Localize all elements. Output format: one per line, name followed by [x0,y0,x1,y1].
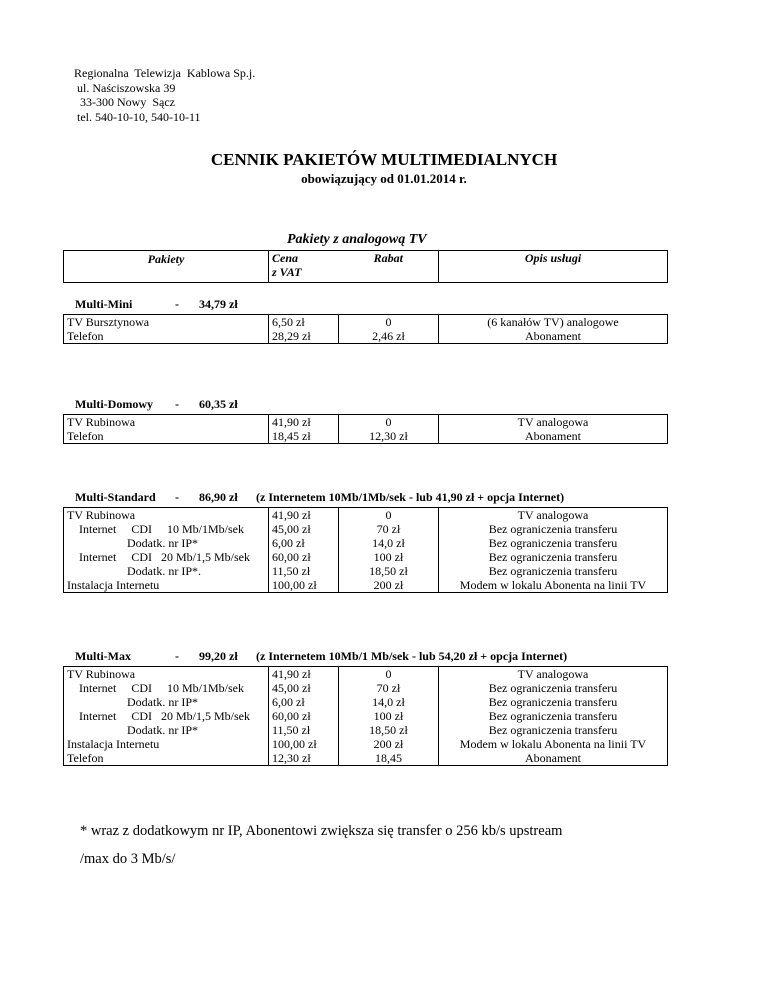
cell-opis: Bez ograniczenia transferu [439,681,668,695]
cell-rabat: 12,30 zł [339,429,439,444]
cell-opis: Bez ograniczenia transferu [439,709,668,723]
cell-cena: 60,00 zł [269,550,339,564]
cell-item: Dodatk. nr IP* [64,695,269,709]
cell-rabat: 14,0 zł [339,536,439,550]
cell-opis: Bez ograniczenia transferu [439,564,668,578]
table-row [64,429,668,444]
cell-rabat: 200 zł [339,578,439,593]
cell-rabat: 2,46 zł [339,329,439,344]
package-dash: - [175,490,179,504]
cell-rabat: 18,50 zł [339,564,439,578]
cell-opis: (6 kanałów TV) analogowe [439,315,668,330]
table-row [64,578,668,593]
cell-item: Instalacja Internetu [64,578,269,593]
cell-cena: 100,00 zł [269,737,339,751]
cell-rabat: 200 zł [339,737,439,751]
cell-rabat: 0 [339,667,439,682]
cell-rabat: 18,45 [339,751,439,766]
cell-opis: Abonament [439,329,668,344]
table-row [64,667,668,682]
package-price: 86,90 zł [199,490,238,504]
footnote-line-1: * wraz z dodatkowym nr IP, Abonentowi zwiększa się transfer o 256 kb/s upstream [80,823,563,839]
cell-rabat: 14,0 zł [339,695,439,709]
cell-item: Telefon [64,751,269,766]
package-dash: - [175,297,179,311]
header-table [63,250,668,283]
table-row [64,723,668,737]
package-name: Multi-Domowy [75,397,153,411]
document-subtitle: obowiązujący od 01.01.2014 r. [301,171,467,186]
cell-cena: 45,00 zł [269,681,339,695]
package-note: (z Internetem 10Mb/1Mb/sek - lub 41,90 zł + opcja Internet) [256,490,565,504]
cell-item: TV Rubinowa [64,508,269,523]
company-street: ul. Naściszowska 39 [74,80,176,95]
cell-cena: 6,00 zł [269,695,339,709]
cell-cena: 28,29 zł [269,329,339,344]
header-cena-2: z VAT [272,265,302,279]
table-row [64,536,668,550]
cell-opis: Modem w lokalu Abonenta na linii TV [439,578,668,593]
package-table [63,414,668,444]
cell-item: Instalacja Internetu [64,737,269,751]
table-row [64,681,668,695]
cell-item: TV Rubinowa [64,415,269,430]
company-name: Regionalna Telewizja Kablowa Sp.j. [74,66,256,80]
footnote-line-2: /max do 3 Mb/s/ [80,851,176,867]
cell-opis: Bez ograniczenia transferu [439,522,668,536]
table-row [64,737,668,751]
package-name: Multi-Max [75,649,131,663]
cell-item: Internet CDI 20 Mb/1,5 Mb/sek [64,550,269,564]
cell-item: Telefon [64,429,269,444]
cell-cena: 41,90 zł [269,667,339,682]
package-price: 60,35 zł [199,397,238,411]
cell-rabat: 0 [339,415,439,430]
cell-opis: Bez ograniczenia transferu [439,695,668,709]
cell-item: Dodatk. nr IP*. [64,564,269,578]
cell-item: Internet CDI 10 Mb/1Mb/sek [64,681,269,695]
cell-cena: 18,45 zł [269,429,339,444]
cell-opis: Bez ograniczenia transferu [439,550,668,564]
cell-item: TV Bursztynowa [64,315,269,330]
cell-cena: 11,50 zł [269,723,339,737]
header-opis: Opis usługi [439,251,668,283]
cell-rabat: 70 zł [339,522,439,536]
cell-cena: 11,50 zł [269,564,339,578]
package-table [63,507,668,593]
table-row [64,709,668,723]
table-row [64,550,668,564]
cell-opis: TV analogowa [439,508,668,523]
table-row [64,415,668,430]
company-address [74,66,255,124]
cell-rabat: 0 [339,315,439,330]
cell-opis: Modem w lokalu Abonenta na linii TV [439,737,668,751]
cell-rabat: 70 zł [339,681,439,695]
header-rabat: Rabat [339,251,439,283]
cell-opis: TV analogowa [439,415,668,430]
cell-item: TV Rubinowa [64,667,269,682]
cell-cena: 45,00 zł [269,522,339,536]
cell-cena: 12,30 zł [269,751,339,766]
table-row [64,315,668,330]
package-dash: - [175,649,179,663]
document-title: CENNIK PAKIETÓW MULTIMEDIALNYCH [210,150,558,169]
cell-rabat: 100 zł [339,709,439,723]
package-name: Multi-Standard [75,490,156,504]
cell-cena: 100,00 zł [269,578,339,593]
package-table [63,666,668,766]
cell-item: Internet CDI 10 Mb/1Mb/sek [64,522,269,536]
table-row [64,564,668,578]
company-city: 33-300 Nowy Sącz [74,95,175,109]
header-cena-1: Cena [272,251,299,265]
package-dash: - [175,397,179,411]
package-note: (z Internetem 10Mb/1 Mb/sek - lub 54,20 zł + opcja Internet) [256,649,568,663]
package-table [63,314,668,344]
cell-opis: TV analogowa [439,667,668,682]
cell-rabat: 100 zł [339,550,439,564]
table-row [64,522,668,536]
table-row [64,329,668,344]
package-price: 34,79 zł [199,297,238,311]
company-phone: tel. 540-10-10, 540-10-11 [74,109,201,124]
package-price: 99,20 zł [199,649,238,663]
cell-item: Dodatk. nr IP* [64,723,269,737]
package-name: Multi-Mini [75,297,133,311]
cell-cena: 41,90 zł [269,508,339,523]
cell-cena: 6,50 zł [269,315,339,330]
cell-rabat: 0 [339,508,439,523]
cell-opis: Bez ograniczenia transferu [439,723,668,737]
cell-cena: 41,90 zł [269,415,339,430]
cell-rabat: 18,50 zł [339,723,439,737]
table-row [64,751,668,766]
cell-item: Internet CDI 20 Mb/1,5 Mb/sek [64,709,269,723]
cell-opis: Bez ograniczenia transferu [439,536,668,550]
section-title: Pakiety z analogową TV [287,232,427,247]
cell-opis: Abonament [439,429,668,444]
header-cena [269,251,339,283]
cell-item: Telefon [64,329,269,344]
cell-cena: 60,00 zł [269,709,339,723]
cell-opis: Abonament [439,751,668,766]
cell-item: Dodatk. nr IP* [64,536,269,550]
table-row [64,695,668,709]
table-row [64,508,668,523]
header-pakiety: Pakiety [64,251,269,283]
cell-cena: 6,00 zł [269,536,339,550]
